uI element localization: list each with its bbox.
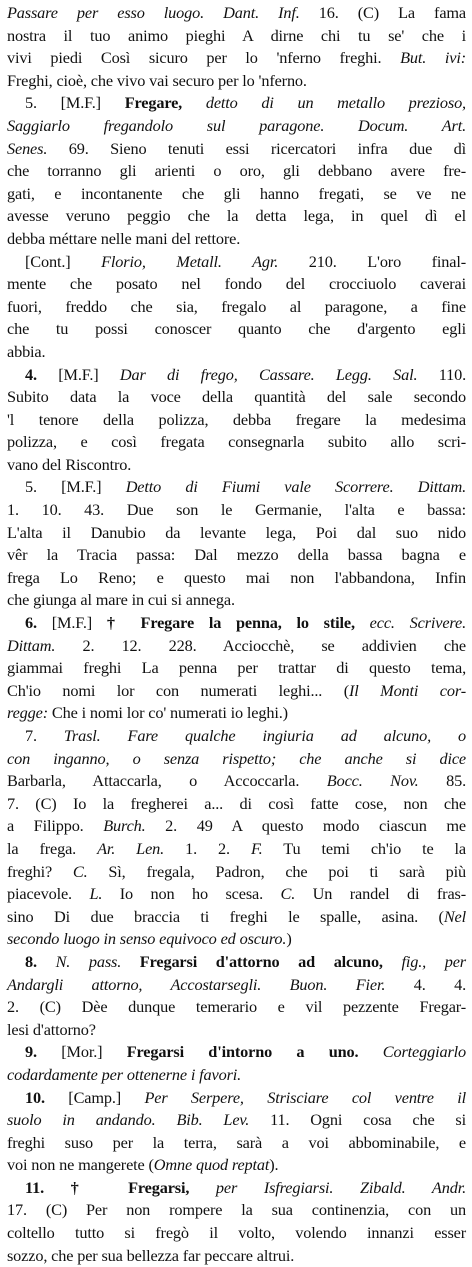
text-segment: [Mor.] [36,1042,127,1062]
text-segment: N. pass. [55,951,122,971]
text-line [7,1154,466,1177]
text-line [7,92,466,115]
text-segment: Senes. [7,138,48,158]
text-line [7,318,466,341]
text-segment: 85. [418,771,466,791]
text-line [7,838,466,861]
text-line [7,115,466,138]
text-segment: Fregare, [124,93,183,113]
text-segment: Omne quod reptat [153,1155,270,1175]
text-line [7,2,466,25]
text-segment: per Isfregiarsi. Zibald. Andr. [189,1177,466,1197]
text-line [7,748,466,771]
text-segment: Ch'io nomi lor con numerati leghi... ( [7,680,349,700]
text-line [7,906,466,929]
text-segment: freghi suso per la terra, sarà a voi abbominabile, e [7,1132,466,1152]
text-line [7,273,466,296]
text-line [7,364,466,387]
text-segment: nostra il tuo animo pieghi A dirne chi tu se' che i [7,25,466,45]
text-segment: Nel [443,906,466,926]
text-segment: 6. [25,613,37,633]
text-segment: Ar. Len. [97,838,165,858]
text-segment: Passare per esso luogo. Dant. Inf. [7,3,300,22]
text-segment: Freghi, cioè, che vivo vai securo per lo 'nferno. [7,70,307,90]
text-line [7,612,466,635]
text-segment: fig., per [382,951,466,971]
text-segment: Che i nomi lor co' numerati io leghi.) [48,703,288,723]
text-segment: suolo in andando. Bib. Lev. [7,1110,250,1130]
text-line [7,205,466,228]
text-segment: ). [269,1155,279,1175]
text-segment: abbia. [7,341,46,361]
text-line [7,476,466,499]
text-segment: Tu temi ch'io te la [262,838,466,858]
text-line [7,680,466,703]
text-segment: che torranno gli arienti o oro, gli debbano avere fre- [7,161,466,181]
text-segment: la frega. [7,838,98,858]
text-segment: † Fregarsi, [44,1177,190,1197]
text-line [7,928,466,951]
text-line [7,725,466,748]
text-line [7,1222,466,1245]
text-segment: giammai freghi La penna per trattar di questo tema, [7,658,466,678]
text-segment: But. ivi: [400,48,466,68]
text-segment: frega Lo Reno; e questo mai non l'abbandona, Infin [7,567,466,587]
text-line [7,454,466,477]
text-segment: Barbarla, Attaccarla, o Accoccarla. [7,771,327,791]
text-segment: piacevole. [7,884,90,904]
text-line [7,793,466,816]
text-segment: 4. [25,364,37,384]
text-line [7,228,466,251]
text-segment: [M.F.] [36,364,120,384]
text-line [7,770,466,793]
text-segment: Detto di Fiumi vale Scorrere. Dittam. [125,477,466,497]
text-segment: 10. [25,1087,45,1107]
text-segment: C. [72,861,88,881]
text-line [7,160,466,183]
text-segment: 7. (C) Io la fregherei a... di così fatte cose, non che [7,793,466,813]
text-segment: Dar di frego, Cassare. Legg. Sal. [119,364,418,384]
text-segment: 16. (C) La fama [299,3,466,22]
text-line [7,409,466,432]
text-line [7,183,466,206]
text-segment: ) [286,929,292,949]
text-line [7,974,466,997]
text-segment: vano del Riscontro. [7,454,132,474]
text-segment: 2. (C) Dèe dunque temerario e vil pezzente Fregar- [7,997,466,1017]
text-segment: sozzo, che per sua bellezza far peccare altrui. [7,1245,295,1265]
text-segment: secondo luogo in senso equivoco ed oscuro. [7,929,287,949]
text-segment: Florio, Metall. Agr. [101,251,279,271]
text-segment: lesi d'attorno? [7,1019,96,1039]
text-line [7,1109,466,1132]
text-segment: vêr la Tracia passa: Dal mezzo della bassa bagna e [7,545,466,565]
text-segment: Andargli attorno, Accostarsegli. Buon. Fier. [7,974,386,994]
text-line [7,138,466,161]
text-segment: 4. 4. [385,974,466,994]
text-line [7,431,466,454]
text-segment: 210. L'oro final- [278,251,466,271]
text-segment: gati, e incontanente che gli hanno fregati, se ve ne [7,183,466,203]
text-segment: Il Monti cor- [349,680,467,700]
text-segment: Bocc. Nov. [326,771,419,791]
text-line [7,589,466,612]
text-line [7,1087,466,1110]
text-segment: 2. 49 A questo modo ciascun me [145,816,466,836]
text-segment: 5. [M.F.] [25,477,126,497]
text-segment: coltello tutto si fregò il volto, volendo innanzi esser [7,1223,466,1243]
text-segment: 7. [25,726,64,745]
text-segment: L. [89,884,103,904]
text-segment: † Fregare la penna, lo stile, [106,613,355,633]
text-segment: Per Serpere, Strisciare col ventre il [144,1087,466,1107]
text-segment: [Cont.] [25,251,102,271]
text-segment: avesse veruno peggio che la detta lega, in quel dì el [7,206,466,226]
text-line [7,25,466,48]
text-line [7,883,466,906]
text-segment: polizza, e così fregata consegnarla subito allo scri- [7,432,466,452]
text-segment: [Camp.] [44,1087,145,1107]
text-line [7,1199,466,1222]
text-segment: fuori, freddo che sia, fregalo al paragone, a fine [7,296,466,316]
text-segment: L'alta il Danubio da levante lega, Poi dal suo nido [7,522,466,542]
text-segment: 11. [25,1177,45,1197]
text-line [7,499,466,522]
text-line [7,70,466,93]
text-segment: con inganno, o senza rispetto; che anche si dice [7,748,466,768]
text-segment: vivi piedi Così sicuro per lo 'nferno freghi. [7,48,401,68]
text-segment: freghi? [7,861,73,881]
text-segment: 69. Sieno tenuti essi ricercatori infra due dì [47,138,466,158]
text-segment: Dittam. [7,635,56,655]
text-line [7,951,466,974]
text-line [7,1177,466,1200]
text-segment: Un randel di fras- [295,884,466,904]
text-segment: regge: [7,703,48,723]
text-segment: C. [280,884,296,904]
text-segment: 'l tenore della polizza, debba fregare la medesima [7,409,466,429]
text-line [7,341,466,364]
text-line [7,1245,466,1267]
text-segment: F. [250,838,263,858]
text-line [7,567,466,590]
text-segment: Saggiarlo fregandolo sul paragone. Docum. Art. [7,115,466,135]
text-segment: 8. [25,951,56,971]
text-segment: 2. 12. 228. Acciocchè, se addivien che [55,635,466,655]
text-segment: Fregarsi d'attorno ad alcuno, [121,951,383,971]
text-segment: 17. (C) Per non rompere la sua continenzia, con un [7,1200,466,1220]
text-line [7,522,466,545]
text-line [7,1019,466,1042]
text-segment: [M.F.] [36,613,107,633]
text-segment: che giunga al mare in cui si annega. [7,590,235,610]
text-segment: Burch. [103,816,146,836]
text-line [7,544,466,567]
text-segment: Io non ho scesa. [102,884,281,904]
text-segment: mente che posato nel fondo del crocciuolo caverai [7,274,466,294]
text-segment: Fregarsi d'intorno a uno. [126,1042,359,1062]
text-segment: 1. 2. [164,838,251,858]
text-segment: detto di un metallo prezioso, [182,93,466,113]
text-segment: sino Di due braccia ti freghi le spalle, asina. ( [7,906,444,926]
text-segment: voi non ne mangerete ( [7,1155,154,1175]
text-segment: Trasl. Fare qualche ingiuria ad alcuno, o [63,726,466,745]
text-line [7,1041,466,1064]
text-segment: ecc. Scrivere. [354,613,466,633]
text-line [7,1132,466,1155]
text-segment: 5. [M.F.] [25,93,125,113]
text-segment: che tu possi conoscer quanto che d'argento egli [7,319,466,339]
text-segment: a Filippo. [7,816,104,836]
text-line [7,861,466,884]
text-line [7,635,466,658]
text-segment: codardamente per ottenerne i favori. [7,1064,242,1084]
text-segment: 1. 10. 43. Due son le Germanie, l'alta e bassa: [7,500,466,520]
text-line [7,47,466,70]
text-segment: 11. Ogni cosa che si [249,1110,466,1130]
text-segment: 110. [417,364,467,384]
text-line [7,1064,466,1087]
text-line [7,386,466,409]
text-line [7,815,466,838]
text-segment: Sì, fregala, Padron, che poi ti sarà più [87,861,466,881]
text-line [7,702,466,725]
text-line [7,251,466,274]
text-segment: debba méttare nelle mani del rettore. [7,228,241,248]
text-line [7,657,466,680]
text-segment: 9. [25,1042,37,1062]
text-segment: Corteggiarlo [358,1042,467,1062]
text-segment: Subito data la voce della quantità del sale secondo [7,387,466,407]
text-line [7,996,466,1019]
text-line [7,296,466,319]
